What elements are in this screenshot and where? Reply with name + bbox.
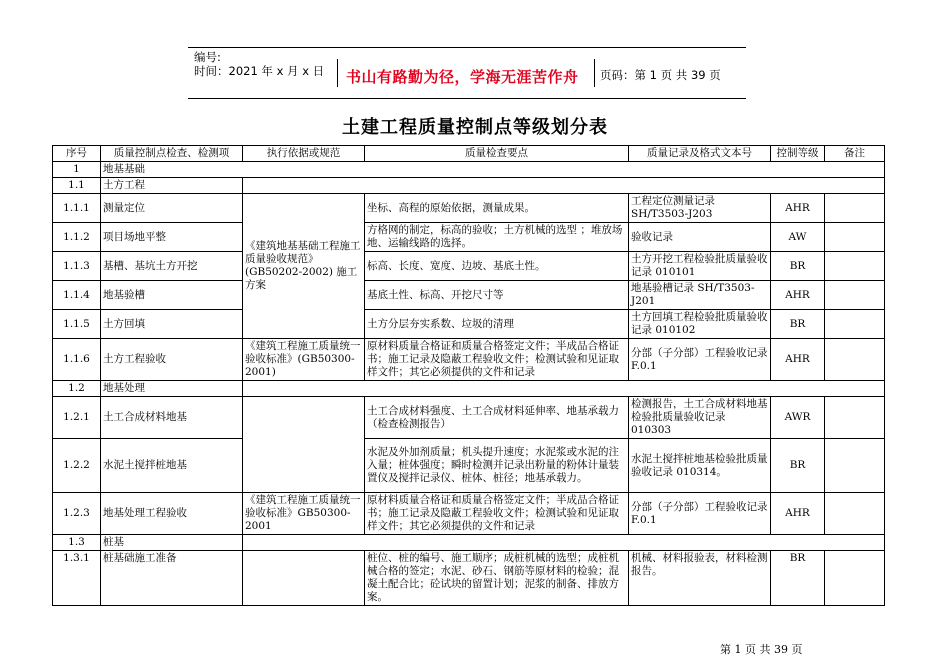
basis-cell: 《建筑地基基础工程施工质量验收规范》(GB50202-2002) 施工方案 xyxy=(243,194,365,339)
note-cell xyxy=(825,439,885,493)
check-item: 桩基础施工准备 xyxy=(101,551,243,606)
table-row xyxy=(53,310,885,339)
header-page-info: 页码：第 1 页 共 39 页 xyxy=(600,68,721,82)
section-row xyxy=(53,381,885,397)
note-cell xyxy=(825,252,885,281)
check-points: 标高、长度、宽度、边坡、基底土性。 xyxy=(365,252,629,281)
check-item: 项目场地平整 xyxy=(101,223,243,252)
row-id: 1.1.3 xyxy=(53,252,101,281)
control-level: AHR xyxy=(771,194,825,223)
document-title: 土建工程质量控制点等级划分表 xyxy=(342,117,608,138)
note-cell xyxy=(825,281,885,310)
check-item: 水泥土搅拌桩地基 xyxy=(101,439,243,493)
note-cell xyxy=(825,339,885,381)
check-points: 原材料质量合格证和质量合格签定文件；半成品合格证书；施工记录及隐蔽工程验收文件；检测试验和见证取样文件；其它必须提供的文件和记录 xyxy=(365,339,629,381)
table-row xyxy=(53,397,885,439)
header-divider xyxy=(337,59,338,87)
record-format: 检测报告，土工合成材料地基检验批质量验收记录 010303 xyxy=(629,397,771,439)
header-meta xyxy=(194,50,324,78)
quality-control-table xyxy=(52,145,885,606)
check-points: 坐标、高程的原始依据，测量成果。 xyxy=(365,194,629,223)
record-format: 土方回填工程检验批质量验收记录 010102 xyxy=(629,310,771,339)
check-points: 土方分层夯实系数、垃圾的清理 xyxy=(365,310,629,339)
note-cell xyxy=(825,194,885,223)
check-item: 基槽、基坑土方开挖 xyxy=(101,252,243,281)
check-item: 地基处理工程验收 xyxy=(101,493,243,535)
row-id: 1.1.1 xyxy=(53,194,101,223)
control-level: BR xyxy=(771,252,825,281)
check-points: 土工合成材料强度、土工合成材料延伸率、地基承载力（检查检测报告） xyxy=(365,397,629,439)
control-level: AW xyxy=(771,223,825,252)
check-points: 基底土性、标高、开挖尺寸等 xyxy=(365,281,629,310)
document-number-label: 编号: xyxy=(194,50,221,64)
section-title: 地基基础 xyxy=(101,162,885,178)
basis-cell: 《建筑工程施工质量统一验收标准》(GB50300-2001) xyxy=(243,339,365,381)
record-format: 分部（子分部）工程验收记录 F.0.1 xyxy=(629,339,771,381)
row-id: 1.1.6 xyxy=(53,339,101,381)
section-row xyxy=(53,535,885,551)
control-level: AHR xyxy=(771,281,825,310)
control-level: AWR xyxy=(771,397,825,439)
table-row xyxy=(53,339,885,381)
record-format: 土方开挖工程检验批质量验收记录 010101 xyxy=(629,252,771,281)
row-id: 1.2 xyxy=(53,381,101,397)
row-id: 1.1.5 xyxy=(53,310,101,339)
record-format: 验收记录 xyxy=(629,223,771,252)
check-item: 土方回填 xyxy=(101,310,243,339)
note-cell xyxy=(825,223,885,252)
empty-cell xyxy=(243,178,885,194)
header-cell: 序号 xyxy=(53,146,101,162)
record-format: 工程定位测量记录 SH/T3503-J203 xyxy=(629,194,771,223)
row-id: 1.3 xyxy=(53,535,101,551)
row-id: 1.3.1 xyxy=(53,551,101,606)
record-format: 地基验槽记录 SH/T3503-J201 xyxy=(629,281,771,310)
record-format: 机械、材料报验表，材料检测报告。 xyxy=(629,551,771,606)
control-level: BR xyxy=(771,551,825,606)
section-title: 桩基 xyxy=(101,535,243,551)
basis-cell xyxy=(243,439,365,493)
table-row xyxy=(53,281,885,310)
header-cell: 备注 xyxy=(825,146,885,162)
header-cell: 质量检查要点 xyxy=(365,146,629,162)
control-level: AHR xyxy=(771,493,825,535)
note-cell xyxy=(825,551,885,606)
header-cell: 质量记录及格式文本号 xyxy=(629,146,771,162)
empty-cell xyxy=(243,381,885,397)
table-row xyxy=(53,223,885,252)
check-points: 水泥及外加剂质量；机头提升速度；水泥浆或水泥的注入量；桩体强度；瞬时检测并记录出粉量的粉体计量装置仪及搅拌记录仪、桩体、桩径；地基承载力。 xyxy=(365,439,629,493)
basis-cell: 《建筑工程施工质量统一验收标准》GB50300-2001 xyxy=(243,493,365,535)
check-item: 测量定位 xyxy=(101,194,243,223)
record-format: 分部（子分部）工程验收记录 F.0.1 xyxy=(629,493,771,535)
table-row xyxy=(53,493,885,535)
header-cell: 控制等级 xyxy=(771,146,825,162)
table-row xyxy=(53,439,885,493)
row-id: 1.1.2 xyxy=(53,223,101,252)
section-row xyxy=(53,162,885,178)
note-cell xyxy=(825,493,885,535)
check-points: 桩位、桩的编号、施工顺序；成桩机械的选型；成桩机械合格的签定；水泥、砂石、钢筋等原材料的检验；混凝土配合比；砼试块的留置计划；泥浆的制备、排放方案。 xyxy=(365,551,629,606)
table-row xyxy=(53,551,885,606)
table-header-row xyxy=(53,146,885,162)
control-level: AHR xyxy=(771,339,825,381)
check-points: 原材料质量合格证和质量合格签定文件；半成品合格证书；施工记录及隐蔽工程验收文件；检测试验和见证取样文件；其它必须提供的文件和记录 xyxy=(365,493,629,535)
page-footer: 第 1 页 共 39 页 xyxy=(720,643,803,656)
note-cell xyxy=(825,310,885,339)
check-item: 土工合成材料地基 xyxy=(101,397,243,439)
table-row xyxy=(53,252,885,281)
row-id: 1.2.2 xyxy=(53,439,101,493)
row-id: 1.2.3 xyxy=(53,493,101,535)
header-motto: 书山有路勤为径，学海无涯苦作舟 xyxy=(346,68,579,86)
header-cell: 质量控制点检查、检测项 xyxy=(101,146,243,162)
row-id: 1.1 xyxy=(53,178,101,194)
table-row xyxy=(53,194,885,223)
header-cell: 执行依据或规范 xyxy=(243,146,365,162)
row-id: 1.2.1 xyxy=(53,397,101,439)
check-item: 地基验槽 xyxy=(101,281,243,310)
basis-cell xyxy=(243,551,365,606)
row-id: 1 xyxy=(53,162,101,178)
note-cell xyxy=(825,397,885,439)
basis-cell xyxy=(243,397,365,439)
check-item: 土方工程验收 xyxy=(101,339,243,381)
control-level: BR xyxy=(771,439,825,493)
document-date: 时间：2021 年 x 月 x 日 xyxy=(194,64,325,78)
page-header xyxy=(188,47,746,99)
row-id: 1.1.4 xyxy=(53,281,101,310)
record-format: 水泥土搅拌桩地基检验批质量验收记录 010314。 xyxy=(629,439,771,493)
section-title: 地基处理 xyxy=(101,381,243,397)
section-title: 土方工程 xyxy=(101,178,243,194)
section-row xyxy=(53,178,885,194)
header-divider xyxy=(594,59,595,87)
empty-cell xyxy=(243,535,885,551)
control-level: BR xyxy=(771,310,825,339)
check-points: 方格网的制定，标高的验收；土方机械的选型 ；堆放场地、运输线路的选择。 xyxy=(365,223,629,252)
